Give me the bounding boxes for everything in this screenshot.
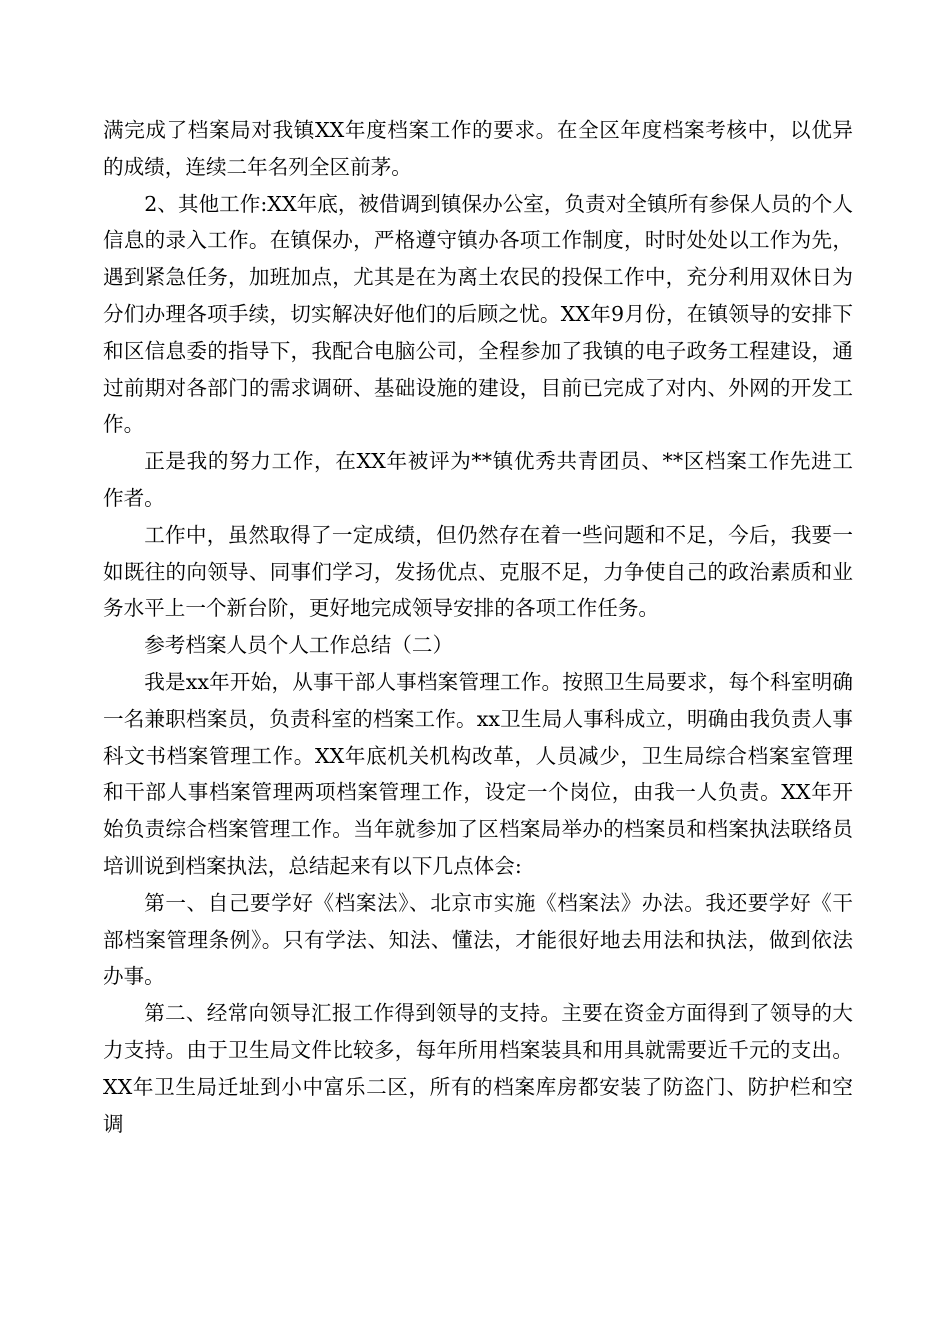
paragraph: 正是我的努力工作，在XX年被评为**镇优秀共青团员、**区档案工作先进工作者。 — [103, 449, 853, 510]
paragraph: 第一、自己要学好《档案法》、北京市实施《档案法》办法。我还要学好《干部档案管理条例》。只有学法、知法、懂法，才能很好地去用法和执法，做到依法办事。 — [103, 890, 853, 989]
paragraph: 我是xx年开始，从事干部人事档案管理工作。按照卫生局要求，每个科室明确一名兼职档案员，负责科室的档案工作。xx卫生局人事科成立，明确由我负责人事科文书档案管理工作。XX年底机关机构改革，人员减少，卫生局综合档案室管理和干部人事档案管理两项档案管理工作，设定一个岗位，由我一人负责。XX年开始负责综合档案管理工作。当年就参加了区档案局举办的档案员和档案执法联络员培训说到档案执法，总结起来有以下几点体会: — [103, 669, 853, 878]
section-heading: 参考档案人员个人工作总结（二） — [144, 633, 454, 658]
paragraph: 满完成了档案局对我镇XX年度档案工作的要求。在全区年度档案考核中，以优异的成绩，连续二年名列全区前茅。 — [103, 118, 853, 179]
paragraph: 工作中，虽然取得了一定成绩，但仍然存在着一些问题和不足，今后，我要一如既往的向领导、同事们学习，发扬优点、克服不足，力争使自己的政治素质和业务水平上一个新台阶，更好地完成领导安排的各项工作任务。 — [103, 522, 853, 621]
paragraph: 2、其他工作:XX年底，被借调到镇保办公室，负责对全镇所有参保人员的个人信息的录入工作。在镇保办，严格遵守镇办各项工作制度，时时处处以工作为先，遇到紧急任务，加班加点，尤其是在为离土农民的投保工作中，充分利用双休日为分们办理各项手续，切实解决好他们的后顾之忧。XX年9月份，在镇领导的安排下和区信息委的指导下，我配合电脑公司，全程参加了我镇的电子政务工程建设，通过前期对各部门的需求调研、基础设施的建设，目前已完成了对内、外网的开发工作。 — [103, 191, 853, 437]
document-body — [103, 112, 853, 1142]
paragraph: 第二、经常向领导汇报工作得到领导的支持。主要在资金方面得到了领导的大力支持。由于卫生局文件比较多，每年所用档案装具和用具就需要近千元的支出。XX年卫生局迁址到小中富乐二区，所有的档案库房都安装了防盗门、防护栏和空调 — [103, 1001, 853, 1136]
